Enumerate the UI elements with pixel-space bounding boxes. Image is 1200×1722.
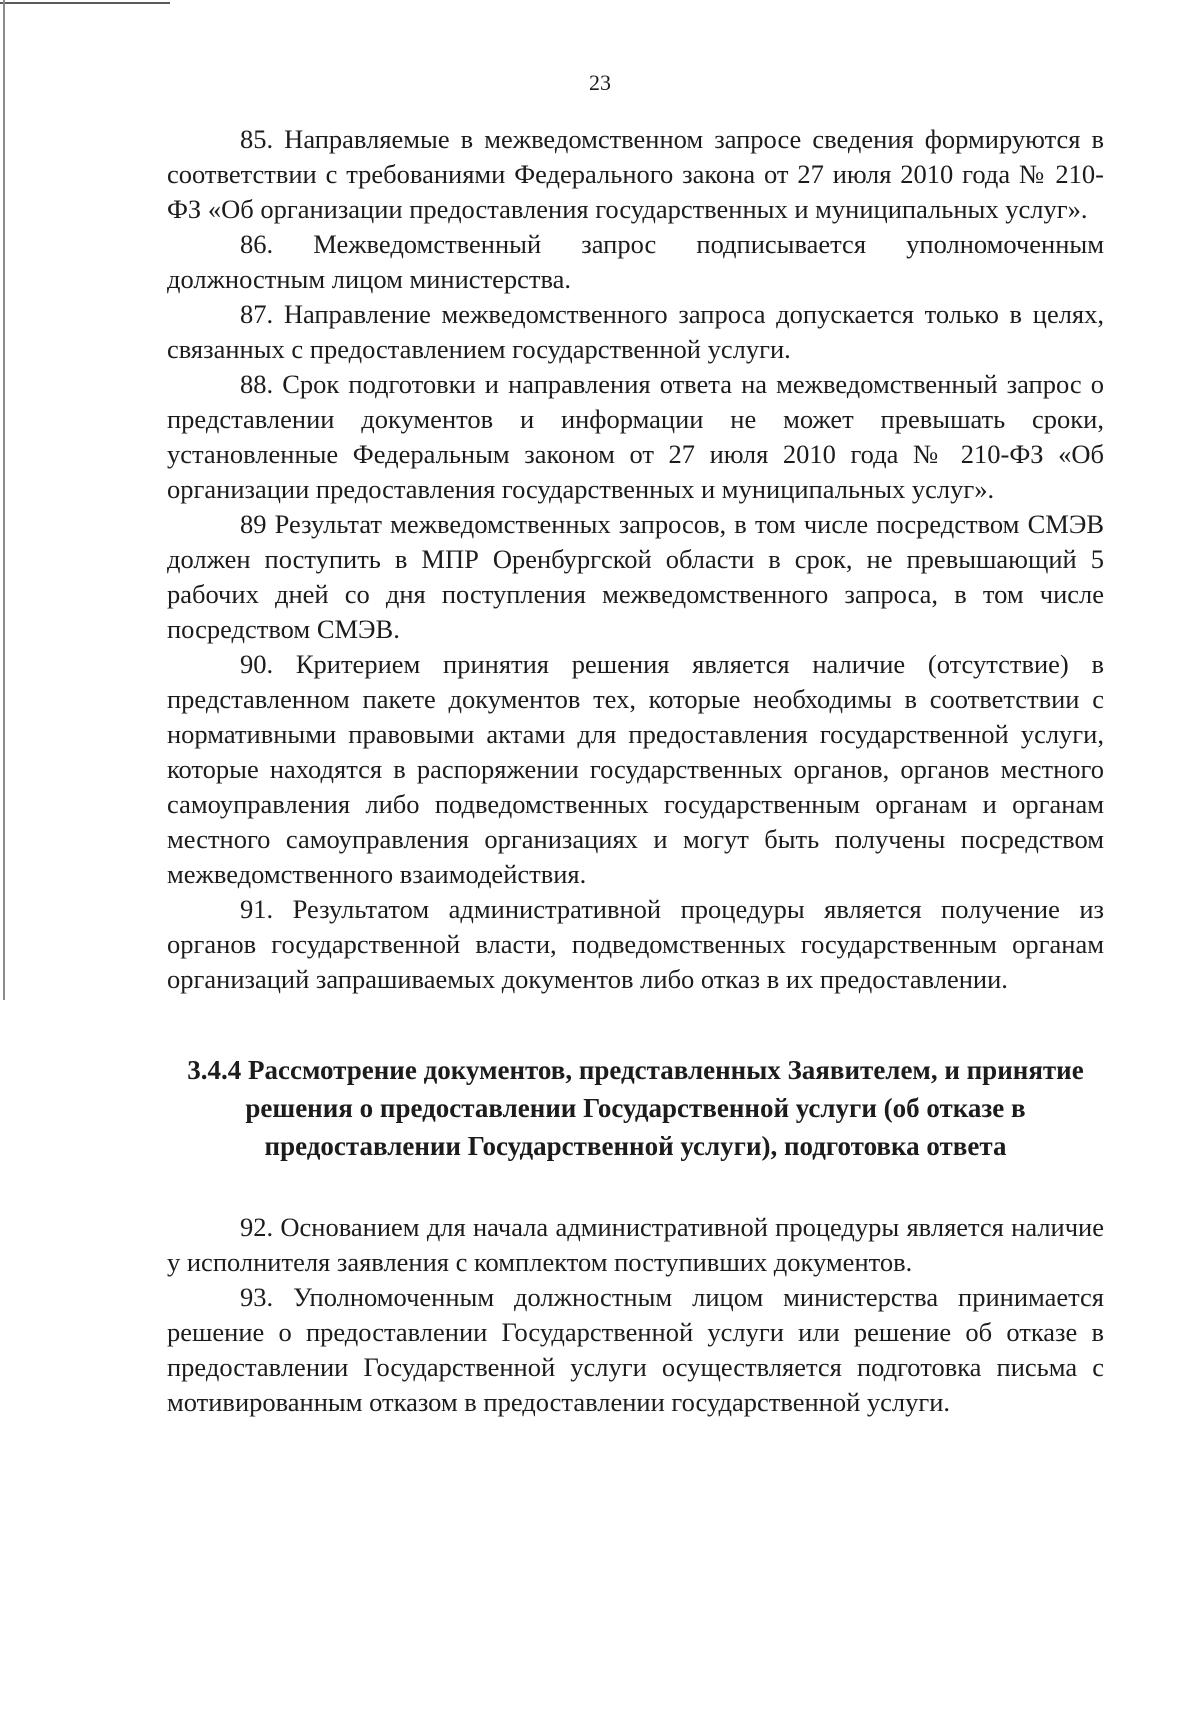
paragraph-93: 93. Уполномоченным должностным лицом министерства принимается решение о предоставлении Государственной услуги или решение об отказе в предоставлении Государственной услуги осуществляется подготовка письма с мотивированным отказом в предоставлении государственной услуги. [167, 1282, 1104, 1417]
page-number: 23 [589, 70, 611, 95]
paragraph-90: 90. Критерием принятия решения является наличие (отсутствие) в представленном пакете документов тех, которые необходимы в соответствии с нормативными правовыми актами для предоставления государственной услуги, которые находятся в распоряжении государственных органов, органов местного самоуправления либо подведомственных государственным органам и органам местного самоуправления организациях и могут быть получены посредством межведомственного взаимодействия. [167, 649, 1104, 889]
paragraph-87: 87. Направление межведомственного запроса допускается только в целях, связанных с предоставлением государственной услуги. [167, 299, 1104, 364]
section-heading: 3.4.4 Рассмотрение документов, представленных Заявителем, и принятие решения о предоставлении Государственной услуги (об отказе в предоставлении Государственной услуги), подготовка ответа [187, 1055, 1084, 1161]
paragraph-91: 91. Результатом административной процедуры является получение из органов государственной власти, подведомственных государственным органам организаций запрашиваемых документов либо отказ в их предоставлении. [167, 894, 1104, 994]
paragraph-89: 89 Результат межведомственных запросов, в том числе посредством СМЭВ должен поступить в МПР Оренбургской области в срок, не превышающий 5 рабочих дней со дня поступления межведомственного запроса, в том числе посредством СМЭВ. [167, 509, 1104, 644]
paragraph-88: 88. Срок подготовки и направления ответа на межведомственный запрос о представлении документов и информации не может превышать сроки, установленные Федеральным законом от 27 июля 2010 года № 210-ФЗ «Об организации предоставления государственных и муниципальных услуг». [167, 369, 1104, 504]
paragraph-86: 86. Межведомственный запрос подписывается уполномоченным должностным лицом министерства. [167, 229, 1104, 294]
document-body [167, 122, 1104, 1420]
paragraph-92: 92. Основанием для начала административной процедуры является наличие у исполнителя заявления с комплектом поступивших документов. [167, 1212, 1104, 1277]
scan-margin-line [3, 0, 5, 1000]
scan-edge-line [0, 2, 170, 4]
paragraph-85: 85. Направляемые в межведомственном запросе сведения формируются в соответствии с требованиями Федерального закона от 27 июля 2010 года № 210-ФЗ «Об организации предоставления государственных и муниципальных услуг». [167, 124, 1104, 224]
